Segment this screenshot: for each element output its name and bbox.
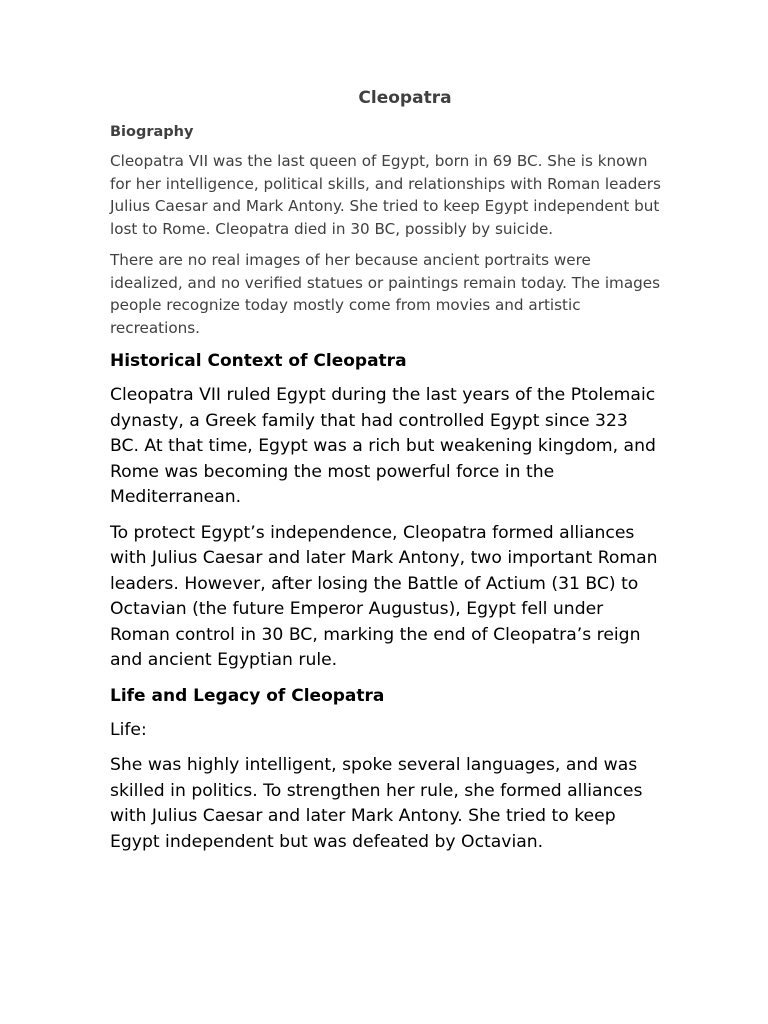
historical-context-paragraph: To protect Egypt’s independence, Cleopatra formed alliances with Julius Caesar and later Mark Antony, two important Roman leaders. However, after losing the Battle of Actium (31 BC) to Octavian (the future Emperor Augustus), Egypt fell under Roman control in 30 BC, marking the end of Cleopatra’s reign and ancient Egyptian rule. [110,522,658,670]
historical-context-heading: Historical Context of Cleopatra [110,351,407,371]
life-legacy-heading: Life and Legacy of Cleopatra [110,685,385,706]
life-subheading: Life: [110,719,147,740]
biography-paragraph: There are no real images of her because ancient portraits were idealized, and no verified statues or paintings remain today. The images people recognize today mostly come from movies and artistic recreations. [110,251,661,337]
biography-paragraph: Cleopatra VII was the last queen of Egypt, born in 69 BC. She is known for her intelligence, political skills, and relationships with Roman leaders Julius Caesar and Mark Antony. She tried to keep Egypt independent but lost to Rome. Cleopatra died in 30 BC, possibly by suicide. [110,152,661,238]
historical-context-paragraph: Cleopatra VII ruled Egypt during the last years of the Ptolemaic dynasty, a Greek family that had controlled Egypt since 323 BC. At that time, Egypt was a rich but weakening kingdom, and Rome was becoming the most powerful force in the Mediterranean. [110,385,656,507]
life-paragraph: She was highly intelligent, spoke several languages, and was skilled in politics. To strengthen her rule, she formed alliances with Julius Caesar and later Mark Antony. She tried to keep Egypt independent but was defeated by Octavian. [110,755,643,852]
document-content [110,86,662,865]
document-title: Cleopatra [358,88,452,108]
biography-heading: Biography [110,124,194,140]
